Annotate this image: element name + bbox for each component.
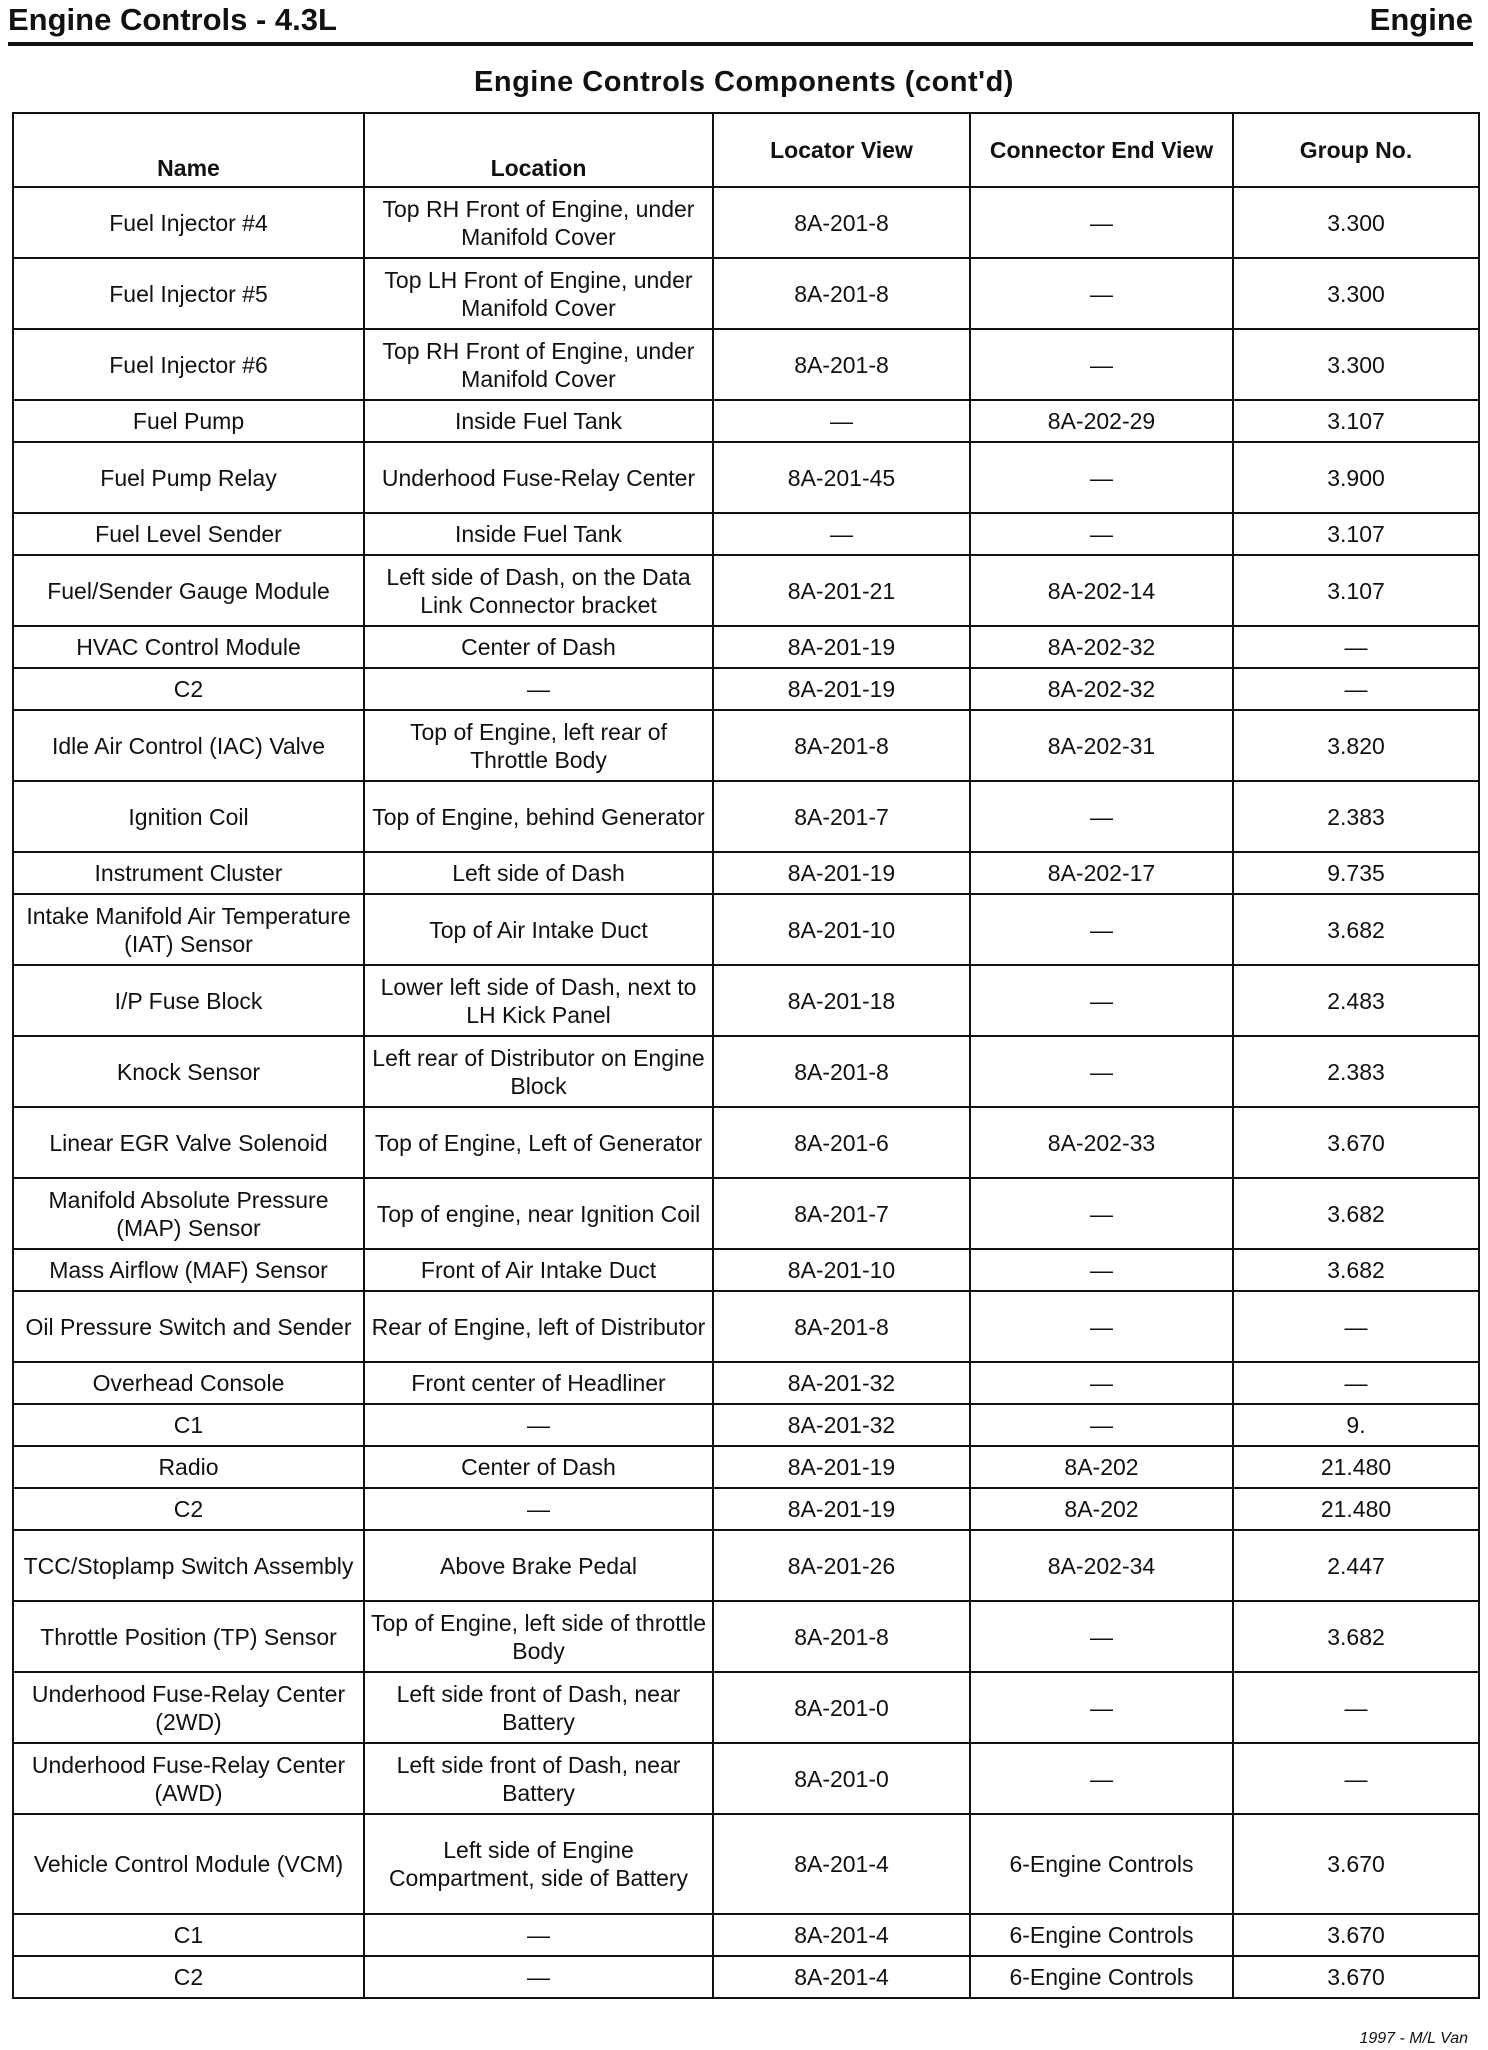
cell-name: Manifold Absolute Pressure (MAP) Sensor — [13, 1178, 364, 1249]
table-row — [13, 710, 1479, 781]
cell-locator-view: — — [713, 400, 970, 442]
cell-group-no: 3.670 — [1233, 1956, 1479, 1998]
cell-group-no: 2.383 — [1233, 781, 1479, 852]
cell-group-no: 2.447 — [1233, 1530, 1479, 1601]
cell-name: Instrument Cluster — [13, 852, 364, 894]
cell-location: Top LH Front of Engine, under Manifold Cover — [364, 258, 713, 329]
cell-location: Top of Engine, Left of Generator — [364, 1107, 713, 1178]
cell-name: I/P Fuse Block — [13, 965, 364, 1036]
cell-connector-end-view: — — [970, 1178, 1233, 1249]
table-row — [13, 1601, 1479, 1672]
cell-location: Lower left side of Dash, next to LH Kick Panel — [364, 965, 713, 1036]
column-header-name: Name — [13, 113, 364, 187]
cell-connector-end-view: 8A-202 — [970, 1446, 1233, 1488]
cell-name: Knock Sensor — [13, 1036, 364, 1107]
cell-locator-view: 8A-201-19 — [713, 1488, 970, 1530]
cell-location: Top of Engine, left rear of Throttle Body — [364, 710, 713, 781]
cell-location: Above Brake Pedal — [364, 1530, 713, 1601]
cell-connector-end-view: — — [970, 258, 1233, 329]
cell-group-no: 3.300 — [1233, 258, 1479, 329]
cell-locator-view: 8A-201-45 — [713, 442, 970, 513]
cell-connector-end-view: 8A-202-34 — [970, 1530, 1233, 1601]
table-row — [13, 1488, 1479, 1530]
table-header-row — [13, 113, 1479, 187]
cell-connector-end-view: — — [970, 1291, 1233, 1362]
header-rule — [8, 42, 1473, 46]
table-row — [13, 1814, 1479, 1914]
cell-name: Fuel Pump Relay — [13, 442, 364, 513]
cell-group-no: 3.107 — [1233, 513, 1479, 555]
cell-connector-end-view: 6-Engine Controls — [970, 1956, 1233, 1998]
cell-locator-view: 8A-201-7 — [713, 1178, 970, 1249]
table-row — [13, 400, 1479, 442]
table-row — [13, 1249, 1479, 1291]
table-row — [13, 894, 1479, 965]
cell-locator-view: 8A-201-32 — [713, 1362, 970, 1404]
cell-group-no: 3.900 — [1233, 442, 1479, 513]
cell-connector-end-view: 6-Engine Controls — [970, 1814, 1233, 1914]
cell-connector-end-view: — — [970, 187, 1233, 258]
cell-group-no: 3.670 — [1233, 1107, 1479, 1178]
cell-location: — — [364, 1956, 713, 1998]
cell-group-no: — — [1233, 1362, 1479, 1404]
cell-name: Mass Airflow (MAF) Sensor — [13, 1249, 364, 1291]
cell-group-no: — — [1233, 668, 1479, 710]
cell-location: Underhood Fuse-Relay Center — [364, 442, 713, 513]
cell-name: Vehicle Control Module (VCM) — [13, 1814, 364, 1914]
table-row — [13, 258, 1479, 329]
page-footer: 1997 - M/L Van — [1359, 2030, 1468, 2047]
cell-name: C2 — [13, 668, 364, 710]
cell-group-no: 9.735 — [1233, 852, 1479, 894]
cell-locator-view: 8A-201-4 — [713, 1814, 970, 1914]
cell-connector-end-view: — — [970, 1672, 1233, 1743]
cell-group-no: 3.682 — [1233, 1178, 1479, 1249]
cell-connector-end-view: 8A-202-29 — [970, 400, 1233, 442]
cell-connector-end-view: 8A-202-32 — [970, 668, 1233, 710]
cell-name: C2 — [13, 1488, 364, 1530]
cell-name: Linear EGR Valve Solenoid — [13, 1107, 364, 1178]
table-row — [13, 1107, 1479, 1178]
cell-name: C1 — [13, 1404, 364, 1446]
table-row — [13, 1914, 1479, 1956]
cell-locator-view: 8A-201-18 — [713, 965, 970, 1036]
cell-locator-view: 8A-201-4 — [713, 1914, 970, 1956]
cell-locator-view: 8A-201-8 — [713, 1601, 970, 1672]
cell-location: Center of Dash — [364, 1446, 713, 1488]
table-row — [13, 965, 1479, 1036]
table-row — [13, 1178, 1479, 1249]
cell-connector-end-view: 8A-202-14 — [970, 555, 1233, 626]
table-row — [13, 1446, 1479, 1488]
cell-group-no: — — [1233, 1672, 1479, 1743]
cell-group-no: 3.820 — [1233, 710, 1479, 781]
cell-location: Front center of Headliner — [364, 1362, 713, 1404]
cell-locator-view: 8A-201-8 — [713, 710, 970, 781]
column-header-connector-end-view: Connector End View — [970, 113, 1233, 187]
cell-group-no: — — [1233, 626, 1479, 668]
components-table — [12, 112, 1480, 1999]
cell-location: Top of Engine, behind Generator — [364, 781, 713, 852]
cell-connector-end-view: — — [970, 1404, 1233, 1446]
cell-connector-end-view: 8A-202-31 — [970, 710, 1233, 781]
cell-group-no: 21.480 — [1233, 1488, 1479, 1530]
cell-location: Left side of Dash, on the Data Link Connector bracket — [364, 555, 713, 626]
cell-location: — — [364, 668, 713, 710]
cell-location: Left side front of Dash, near Battery — [364, 1743, 713, 1814]
cell-locator-view: 8A-201-4 — [713, 1956, 970, 1998]
cell-connector-end-view: — — [970, 513, 1233, 555]
cell-connector-end-view: — — [970, 1362, 1233, 1404]
cell-group-no: 3.670 — [1233, 1814, 1479, 1914]
cell-connector-end-view: — — [970, 894, 1233, 965]
cell-location: Inside Fuel Tank — [364, 513, 713, 555]
cell-group-no: 3.682 — [1233, 1249, 1479, 1291]
cell-name: Fuel Injector #5 — [13, 258, 364, 329]
cell-locator-view: 8A-201-8 — [713, 1291, 970, 1362]
cell-location: Left side front of Dash, near Battery — [364, 1672, 713, 1743]
cell-location: — — [364, 1404, 713, 1446]
cell-locator-view: 8A-201-8 — [713, 329, 970, 400]
cell-name: C2 — [13, 1956, 364, 1998]
cell-name: Radio — [13, 1446, 364, 1488]
cell-name: Underhood Fuse-Relay Center (AWD) — [13, 1743, 364, 1814]
cell-connector-end-view: — — [970, 1601, 1233, 1672]
table-row — [13, 555, 1479, 626]
cell-connector-end-view: 8A-202-17 — [970, 852, 1233, 894]
table-row — [13, 1036, 1479, 1107]
table-title: Engine Controls Components (cont'd) — [474, 66, 1014, 98]
cell-group-no: 3.682 — [1233, 894, 1479, 965]
cell-location: Center of Dash — [364, 626, 713, 668]
cell-name: Underhood Fuse-Relay Center (2WD) — [13, 1672, 364, 1743]
cell-group-no: 3.300 — [1233, 187, 1479, 258]
table-row — [13, 187, 1479, 258]
cell-name: TCC/Stoplamp Switch Assembly — [13, 1530, 364, 1601]
cell-locator-view: 8A-201-19 — [713, 626, 970, 668]
column-header-locator-view: Locator View — [713, 113, 970, 187]
table-row — [13, 1530, 1479, 1601]
table-row — [13, 1743, 1479, 1814]
cell-locator-view: 8A-201-19 — [713, 1446, 970, 1488]
chapter-title: Engine — [1369, 2, 1473, 37]
cell-connector-end-view: — — [970, 965, 1233, 1036]
table-row — [13, 1404, 1479, 1446]
cell-location: Top of engine, near Ignition Coil — [364, 1178, 713, 1249]
table-row — [13, 442, 1479, 513]
cell-connector-end-view: — — [970, 329, 1233, 400]
cell-connector-end-view: — — [970, 781, 1233, 852]
cell-name: Fuel Injector #4 — [13, 187, 364, 258]
table-row — [13, 1672, 1479, 1743]
cell-name: Overhead Console — [13, 1362, 364, 1404]
cell-connector-end-view: — — [970, 1036, 1233, 1107]
cell-locator-view: 8A-201-26 — [713, 1530, 970, 1601]
cell-location: Left rear of Distributor on Engine Block — [364, 1036, 713, 1107]
table-row — [13, 1291, 1479, 1362]
table-row — [13, 668, 1479, 710]
cell-connector-end-view: 8A-202 — [970, 1488, 1233, 1530]
page-header — [8, 0, 1473, 44]
cell-connector-end-view: — — [970, 1743, 1233, 1814]
table-row — [13, 329, 1479, 400]
cell-location: Top of Engine, left side of throttle Body — [364, 1601, 713, 1672]
cell-group-no: — — [1233, 1291, 1479, 1362]
cell-locator-view: — — [713, 513, 970, 555]
cell-location: — — [364, 1488, 713, 1530]
cell-group-no: — — [1233, 1743, 1479, 1814]
cell-name: Idle Air Control (IAC) Valve — [13, 710, 364, 781]
cell-group-no: 2.483 — [1233, 965, 1479, 1036]
cell-locator-view: 8A-201-8 — [713, 258, 970, 329]
table-row — [13, 1956, 1479, 1998]
cell-location: Top RH Front of Engine, under Manifold Cover — [364, 329, 713, 400]
cell-locator-view: 8A-201-21 — [713, 555, 970, 626]
cell-group-no: 2.383 — [1233, 1036, 1479, 1107]
cell-locator-view: 8A-201-8 — [713, 1036, 970, 1107]
cell-group-no: 9. — [1233, 1404, 1479, 1446]
cell-group-no: 3.107 — [1233, 555, 1479, 626]
cell-location: Left side of Engine Compartment, side of Battery — [364, 1814, 713, 1914]
cell-locator-view: 8A-201-8 — [713, 187, 970, 258]
cell-location: Front of Air Intake Duct — [364, 1249, 713, 1291]
cell-name: Fuel Level Sender — [13, 513, 364, 555]
cell-connector-end-view: 6-Engine Controls — [970, 1914, 1233, 1956]
cell-locator-view: 8A-201-7 — [713, 781, 970, 852]
cell-group-no: 3.300 — [1233, 329, 1479, 400]
column-header-location: Location — [364, 113, 713, 187]
cell-locator-view: 8A-201-10 — [713, 894, 970, 965]
cell-location: Top RH Front of Engine, under Manifold Cover — [364, 187, 713, 258]
cell-locator-view: 8A-201-19 — [713, 852, 970, 894]
cell-group-no: 3.682 — [1233, 1601, 1479, 1672]
cell-locator-view: 8A-201-10 — [713, 1249, 970, 1291]
cell-locator-view: 8A-201-0 — [713, 1743, 970, 1814]
table-row — [13, 852, 1479, 894]
cell-location: Left side of Dash — [364, 852, 713, 894]
cell-connector-end-view: — — [970, 1249, 1233, 1291]
cell-group-no: 3.107 — [1233, 400, 1479, 442]
cell-location: Top of Air Intake Duct — [364, 894, 713, 965]
cell-connector-end-view: 8A-202-33 — [970, 1107, 1233, 1178]
cell-connector-end-view: — — [970, 442, 1233, 513]
cell-group-no: 21.480 — [1233, 1446, 1479, 1488]
cell-locator-view: 8A-201-32 — [713, 1404, 970, 1446]
cell-name: Fuel Injector #6 — [13, 329, 364, 400]
cell-name: Fuel/Sender Gauge Module — [13, 555, 364, 626]
cell-location: Rear of Engine, left of Distributor — [364, 1291, 713, 1362]
cell-name: C1 — [13, 1914, 364, 1956]
cell-name: Ignition Coil — [13, 781, 364, 852]
table-row — [13, 513, 1479, 555]
table-row — [13, 1362, 1479, 1404]
cell-name: HVAC Control Module — [13, 626, 364, 668]
cell-name: Intake Manifold Air Temperature (IAT) Sensor — [13, 894, 364, 965]
section-title: Engine Controls - 4.3L — [8, 2, 337, 37]
cell-location: — — [364, 1914, 713, 1956]
cell-name: Throttle Position (TP) Sensor — [13, 1601, 364, 1672]
cell-locator-view: 8A-201-0 — [713, 1672, 970, 1743]
cell-name: Fuel Pump — [13, 400, 364, 442]
cell-locator-view: 8A-201-19 — [713, 668, 970, 710]
cell-locator-view: 8A-201-6 — [713, 1107, 970, 1178]
cell-name: Oil Pressure Switch and Sender — [13, 1291, 364, 1362]
cell-location: Inside Fuel Tank — [364, 400, 713, 442]
cell-group-no: 3.670 — [1233, 1914, 1479, 1956]
table-row — [13, 626, 1479, 668]
table-row — [13, 781, 1479, 852]
column-header-group-no: Group No. — [1233, 113, 1479, 187]
cell-connector-end-view: 8A-202-32 — [970, 626, 1233, 668]
